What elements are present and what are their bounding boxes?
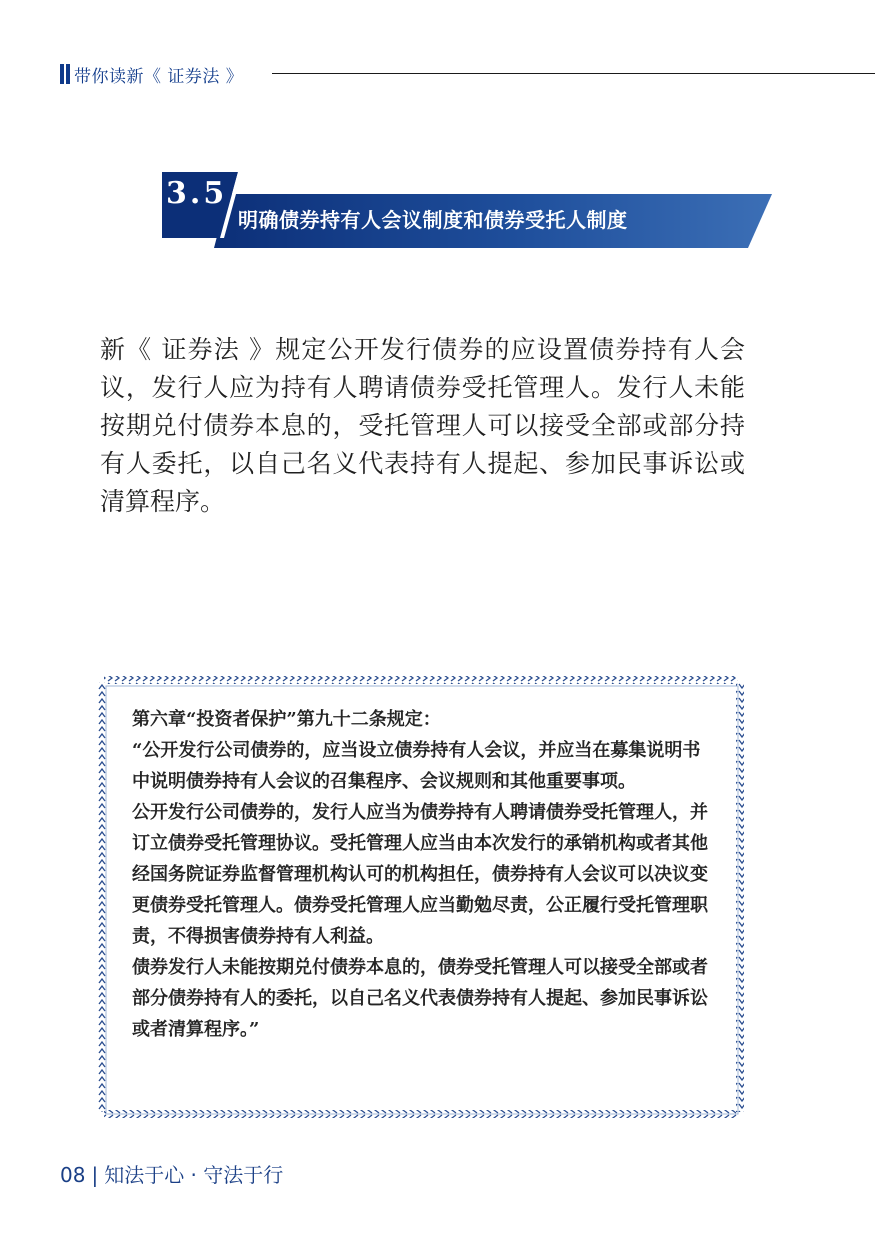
page-footer bbox=[60, 1159, 283, 1188]
quote-heading: 第六章“投资者保护”第九十二条规定： bbox=[132, 709, 441, 730]
header-title: 带你读新《 证券法 》 bbox=[74, 67, 244, 87]
body-paragraph: 新《 证券法 》规定公开发行债券的应设置债券持有人会议，发行人应为持有人聘请债券受托管理人。发行人未能按期兑付债券本息的，受托管理人可以接受全部或部分持有人委托，以自己名义代表持有人提起、参加民事诉讼或清算程序。 bbox=[100, 335, 745, 516]
quote-paragraph: 债券发行人未能按期兑付债券本息的，债券受托管理人可以接受全部或者部分债券持有人的委托，以自己名义代表债券持有人提起、参加民事诉讼或者清算程序。” bbox=[132, 957, 708, 1040]
section-title: 明确债券持有人会议制度和债券受托人制度 bbox=[238, 208, 628, 232]
page-header bbox=[60, 60, 875, 88]
header-divider bbox=[272, 73, 875, 74]
quote-text bbox=[132, 704, 712, 1045]
header-bar-icon bbox=[60, 64, 70, 84]
quote-paragraph: 公开发行公司债券的，发行人应当为债券持有人聘请债券受托管理人，并订立债券受托管理协议。受托管理人应当由本次发行的承销机构或者其他经国务院证券监督管理机构认可的机构担任，债券持有人会议可以决议变更债券受托管理人。债券受托管理人应当勤勉尽责，公正履行受托管理职责，不得损害债券持有人利益。 bbox=[132, 802, 708, 947]
page-number: 08 bbox=[60, 1163, 86, 1187]
section-number: 3.5 bbox=[166, 176, 228, 211]
quote-paragraph: “公开发行公司债券的，应当设立债券持有人会议，并应当在募集说明书中说明债券持有人会议的召集程序、会议规则和其他重要事项。 bbox=[132, 740, 701, 792]
law-quote-box bbox=[98, 674, 744, 1120]
footer-slogan: 知法于心 · 守法于行 bbox=[104, 1163, 284, 1187]
footer-separator: | bbox=[91, 1163, 99, 1187]
section-banner bbox=[162, 172, 772, 248]
